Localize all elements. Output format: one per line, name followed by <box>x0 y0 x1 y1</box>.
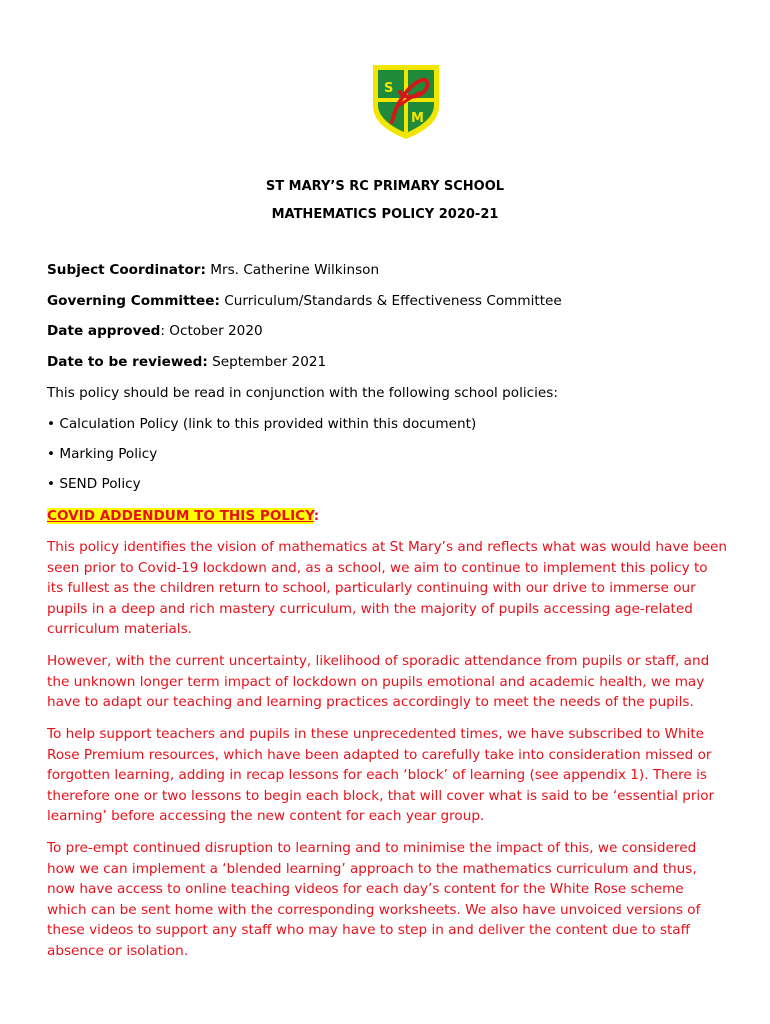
addendum-paragraph-1: This policy identifies the vision of mathematics at St Mary’s and reflects what was would have been seen prior to Covid-19 lockdown and, as a school, we aim to continue to implement this policy to its fullest as the children return to school, particularly continuing with our drive to immerse our pupils in a deep and rich mastery curriculum, with the majority of pupils accessing age-related curriculum materials. <box>47 539 728 638</box>
subject-coordinator: Subject Coordinator: Mrs. Catherine Wilkinson <box>47 262 380 278</box>
svg-text:M: M <box>411 111 424 126</box>
policy-list-item: • Marking Policy <box>47 446 158 462</box>
intro-text: This policy should be read in conjunction with the following school policies: <box>47 385 558 401</box>
school-name: ST MARY’S RC PRIMARY SCHOOL <box>265 179 505 194</box>
policy-list-item: • Calculation Policy (link to this provided within this document) <box>47 416 477 432</box>
school-crest-logo <box>370 62 442 142</box>
covid-addendum-heading: COVID ADDENDUM TO THIS POLICY: <box>47 508 320 524</box>
date-approved: Date approved: October 2020 <box>47 323 263 339</box>
date-to-be-reviewed: Date to be reviewed: September 2021 <box>47 354 327 370</box>
svg-text:S: S <box>384 81 394 96</box>
addendum-paragraph-4: To pre-empt continued disruption to learning and to minimise the impact of this, we considered how we can implement a ‘blended learning’ approach to the mathematics curriculum and thus, now have access to online teaching videos for each day’s content for the White Rose scheme which can be sent home with the corresponding worksheets. We also have unvoiced versions of these videos to support any staff who may have to step in and deliver the content due to staff absence or isolation. <box>47 840 701 959</box>
policy-list-item: • SEND Policy <box>47 476 141 492</box>
addendum-paragraph-2: However, with the current uncertainty, likelihood of sporadic attendance from pupils or staff, and the unknown longer term impact of lockdown on pupils emotional and academic health, we may have to adapt our teaching and learning practices accordingly to meet the needs of the pupils. <box>47 653 710 711</box>
policy-title: MATHEMATICS POLICY 2020-21 <box>271 207 499 222</box>
addendum-paragraph-3: To help support teachers and pupils in these unprecedented times, we have subscribed to White Rose Premium resources, which have been adapted to carefully take into consideration missed or forgotten learning, adding in recap lessons for each ‘block’ of learning (see appendix 1). There is therefore one or two lessons to begin each block, that will cover what is said to be ‘essential prior learning’ before accessing the new content for each year group. <box>47 726 715 825</box>
governing-committee: Governing Committee: Curriculum/Standards & Effectiveness Committee <box>47 293 562 309</box>
